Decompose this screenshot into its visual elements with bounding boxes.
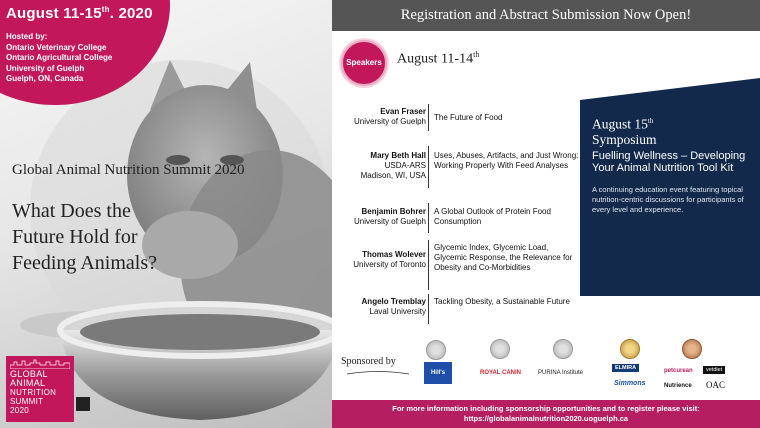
speaker-info (361, 151, 426, 181)
swoosh-decoration (346, 370, 410, 376)
speakers-dates: August 11-14th (397, 50, 480, 67)
talk-title: A Global Outlook of Protein Food Consumption (434, 207, 551, 226)
left-hero-panel (0, 0, 332, 428)
speaker-affiliation: Laval University (369, 307, 426, 316)
speaker-row (332, 104, 578, 132)
sponsor-logo-oac: OAC (706, 380, 726, 390)
host-3: University of Guelph (6, 63, 85, 73)
sponsor-logo-royal-canin: ROYAL CANIN (480, 370, 522, 376)
symposium-panel (580, 100, 760, 296)
university-mini-logo (76, 397, 90, 411)
logo-line-5: 2020 (10, 406, 29, 415)
sponsor-logo-purina: PURINA Institute (538, 370, 584, 376)
award-medal-icon (682, 339, 702, 359)
speaker-row (332, 294, 578, 324)
award-medal-icon (426, 340, 446, 360)
registration-banner[interactable]: Registration and Abstract Submission Now Open! (332, 0, 760, 31)
divider (428, 294, 429, 324)
skyline-graphic (10, 359, 70, 369)
symposium-description: A continuing education event featuring topical nutrition-centric discussions for participants of every level and experience. (592, 184, 744, 214)
host-2: Ontario Agricultural College (6, 53, 113, 62)
headline-line-1: What Does the (12, 200, 131, 222)
speaker-row (332, 240, 578, 290)
speaker-row (332, 203, 578, 233)
speaker-affiliation: University of Toronto (353, 260, 426, 269)
logo-line-2: ANIMAL (10, 378, 46, 388)
logo-line-1: GLOBAL (10, 369, 48, 379)
award-medal-icon (490, 339, 510, 359)
speaker-info (362, 297, 426, 317)
speaker-affiliation: USDA-ARS (384, 161, 426, 170)
talk-title: Glycemic Index, Glycemic Load, Glycemic Response, the Relevance for Obesity and Co-Morbidities (434, 243, 573, 272)
speaker-name: Thomas Wolever (362, 250, 426, 259)
summit-name: Global Animal Nutrition Summit 2020 (12, 162, 245, 178)
sponsor-logo-elmira: ELMIRA (612, 364, 639, 372)
talk-title: Uses, Abuses, Artifacts, and Just Wrong: Working Properly With Feed Analyses (434, 151, 579, 170)
award-medal-icon (553, 339, 573, 359)
speaker-location: Madison, WI, USA (360, 171, 426, 180)
headline-question (12, 198, 232, 276)
footer-info-bar (332, 400, 760, 428)
talk-title: The Future of Food (434, 113, 503, 122)
divider (428, 240, 429, 290)
speaker-affiliation: University of Guelph (353, 117, 426, 126)
logo-line-4: SUMMIT (10, 397, 44, 406)
summit-logo (6, 356, 74, 422)
symposium-title: Fuelling Wellness – Developing Your Animal Nutrition Tool Kit (592, 149, 746, 174)
speaker-name: Mary Beth Hall (370, 151, 426, 160)
award-medal-icon (620, 339, 640, 359)
speaker-info (354, 207, 426, 227)
event-dates: August 11-15th. 2020 (6, 5, 153, 22)
headline-line-2: Future Hold for (12, 226, 138, 248)
speaker-row (332, 146, 578, 188)
headline-line-3: Feeding Animals? (12, 252, 157, 274)
host-location: Guelph, ON, Canada (6, 74, 84, 83)
sponsor-logo-simmons: Simmons (614, 380, 646, 387)
sponsor-logo-hills: Hill's (424, 362, 452, 384)
symposium-date: August 15th (592, 116, 654, 132)
hosted-by-label: Hosted by: (6, 32, 48, 41)
divider (428, 104, 429, 131)
footer-url-link[interactable]: https://globalanimalnutrition2020.uoguelph.ca (463, 414, 629, 423)
divider (428, 146, 429, 188)
sponsor-logo-vetdiet: vetdiet (703, 366, 725, 374)
sponsor-logo-petcurean: petcurean (664, 368, 693, 374)
sponsor-logo-nutrience: Nutrience (664, 383, 692, 389)
speaker-affiliation: University of Guelph (353, 217, 426, 226)
divider (428, 203, 429, 233)
host-1: Ontario Veterinary College (6, 42, 107, 52)
hosted-by-block (6, 32, 166, 85)
speaker-name: Angelo Tremblay (361, 297, 426, 306)
speaker-info (353, 250, 426, 270)
sponsored-by-label: Sponsored by (341, 356, 396, 367)
speaker-name: Evan Fraser (380, 107, 426, 116)
speaker-info (354, 107, 426, 127)
footer-text: For more information including sponsorship opportunities and to register please visit: (392, 404, 700, 413)
talk-title: Tackling Obesity, a Sustainable Future (434, 297, 570, 306)
speaker-name: Benjamin Bohrer (361, 207, 426, 216)
logo-line-3: NUTRITION (10, 388, 57, 397)
symposium-label: Symposium (592, 131, 657, 147)
speakers-badge: Speakers (341, 40, 387, 86)
